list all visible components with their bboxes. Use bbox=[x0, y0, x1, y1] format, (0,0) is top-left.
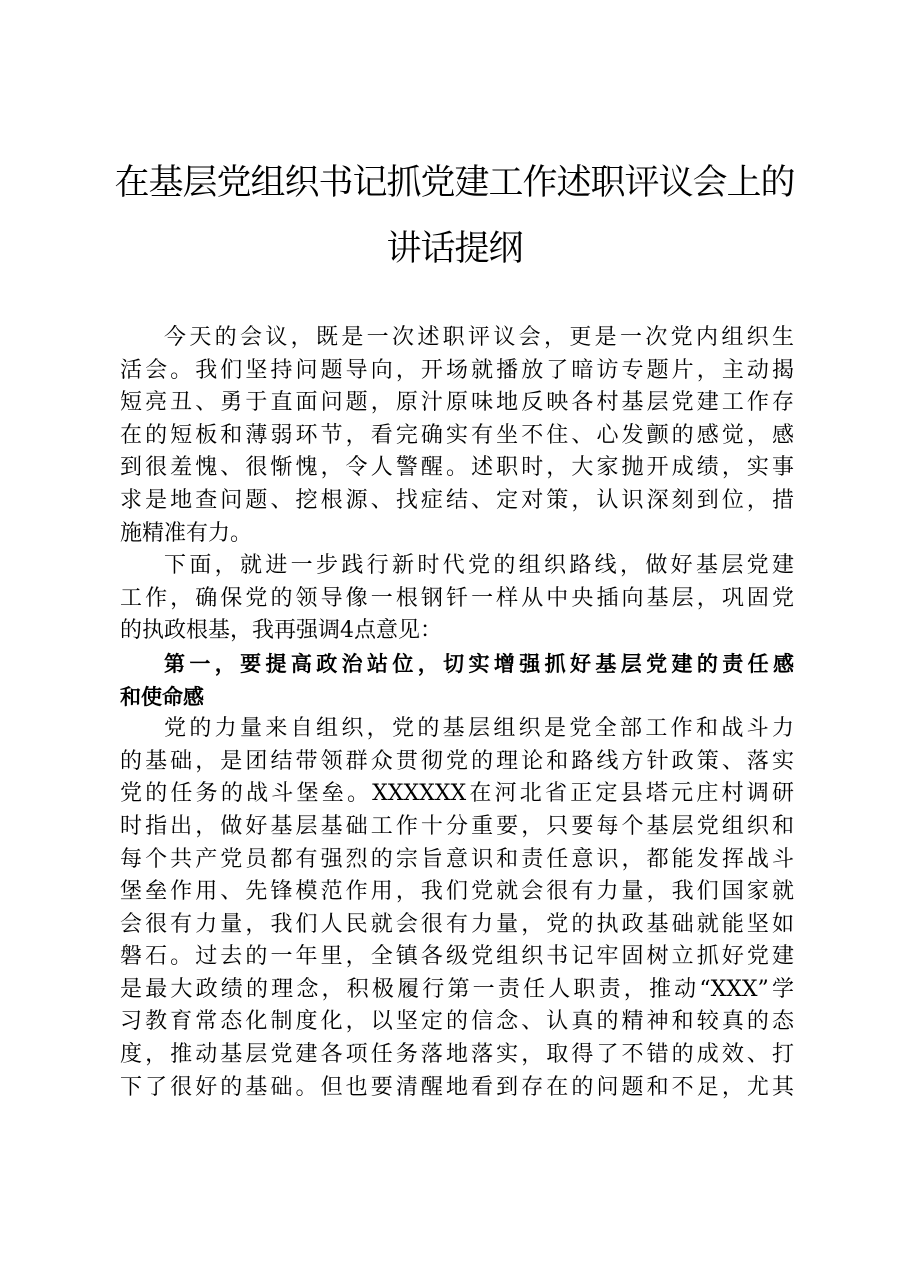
body-text-line: 下了很好的基础。但也要清醒地看到存在的问题和不足，尤其 bbox=[120, 1074, 794, 1100]
section-heading-line: 和使命感 bbox=[120, 684, 204, 709]
body-text-line: 求是地查问题、挖根源、找症结、定对策，认识深刻到位，措 bbox=[120, 487, 794, 513]
body-text-line: 在的短板和薄弱环节，看完确实有坐不住、心发颤的感觉，感 bbox=[120, 422, 794, 448]
body-text-line: 是最大政绩的理念，积极履行第一责任人职责，推动“XXX”学 bbox=[120, 976, 794, 1002]
body-text-line: 的基础，是团结带领群众贯彻党的理论和路线方针政策、落实 bbox=[120, 748, 794, 774]
body-text-line: 工作，确保党的领导像一根钢钎一样从中央插向基层，巩固党 bbox=[120, 585, 794, 611]
body-text-line: 每个共产党员都有强烈的宗旨意识和责任意识，都能发挥战斗 bbox=[120, 846, 794, 872]
body-text-line: 施精准有力。 bbox=[120, 520, 253, 546]
body-text-line: 磐石。过去的一年里，全镇各级党组织书记牢固树立抓好党建 bbox=[120, 944, 794, 970]
document-title-line-2: 讲话提纲 bbox=[386, 229, 523, 269]
body-text-line: 会很有力量，我们人民就会很有力量，党的执政基础就能坚如 bbox=[120, 911, 794, 937]
body-text-line: 党的任务的战斗堡垒。XXXXXX在河北省正定县塔元庄村调研 bbox=[120, 781, 794, 807]
body-text-line: 时指出，做好基层基础工作十分重要，只要每个基层党组织和 bbox=[120, 813, 794, 839]
body-text-line: 下面，就进一步践行新时代党的组织路线，做好基层党建 bbox=[164, 553, 794, 579]
body-text-line: 堡垒作用、先锋模范作用，我们党就会很有力量，我们国家就 bbox=[120, 879, 794, 905]
body-text-line: 度，推动基层党建各项任务落地落实，取得了不错的成效、打 bbox=[120, 1042, 794, 1068]
section-heading-line: 第一，要提高政治站位，切实增强抓好基层党建的责任感 bbox=[164, 651, 794, 676]
body-text-line: 活会。我们坚持问题导向，开场就播放了暗访专题片，主动揭 bbox=[120, 357, 794, 383]
document-title-line-1: 在基层党组织书记抓党建工作述职评议会上的 bbox=[114, 163, 795, 203]
body-text-line: 今天的会议，既是一次述职评议会，更是一次党内组织生 bbox=[164, 325, 794, 350]
document-body bbox=[120, 322, 794, 1104]
body-text-line: 党的力量来自组织，党的基层组织是党全部工作和战斗力 bbox=[164, 716, 794, 742]
body-text-line: 到很羞愧、很惭愧，令人警醒。述职时，大家抛开成绩，实事 bbox=[120, 455, 794, 481]
body-text-line: 习教育常态化制度化，以坚定的信念、认真的精神和较真的态 bbox=[120, 1009, 794, 1035]
body-text-line: 短亮丑、勇于直面问题，原汁原味地反映各村基层党建工作存 bbox=[120, 390, 794, 416]
body-text-line: 的执政根基，我再强调4点意见： bbox=[120, 618, 442, 644]
